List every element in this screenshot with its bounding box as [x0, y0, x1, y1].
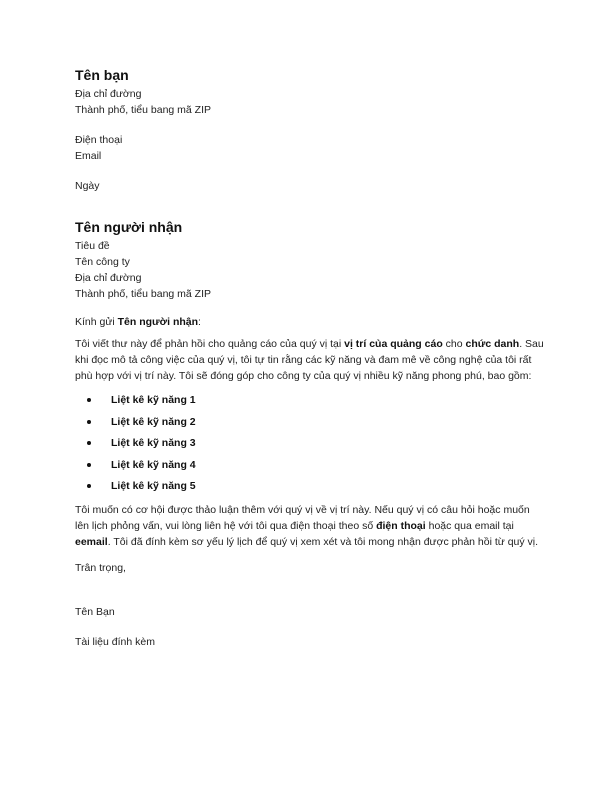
para2-text-1: Tôi muốn có cơ hội được thảo luận thêm với quý vị về vị trí này. Nếu quý vị có câu hỏi hoặc muốn lên lịch phỏng vấn, vui lòng liên hệ với tôi qua điện thoại theo số	[75, 503, 530, 532]
recipient-city: Thành phố, tiểu bang mã ZIP	[75, 288, 212, 300]
list-item	[75, 457, 545, 479]
para2-phone: điện thoại	[376, 519, 426, 532]
body-paragraph-1	[75, 336, 545, 384]
letter-date: Ngày	[75, 180, 100, 192]
salutation-name: Tên người nhận	[117, 316, 199, 328]
signature-name: Tên Bạn	[75, 605, 115, 618]
sender-email: Email	[75, 150, 102, 162]
list-item	[75, 435, 545, 457]
recipient-address: Địa chỉ đường	[75, 272, 142, 284]
para2-text-2: hoặc qua email tại	[425, 519, 514, 532]
list-item	[75, 392, 545, 414]
salutation	[75, 314, 545, 330]
letter-page	[75, 66, 545, 650]
salutation-prefix: Kính gửi	[75, 316, 118, 328]
recipient-name: Tên người nhận	[75, 219, 183, 235]
closing: Trân trọng,	[75, 561, 126, 574]
skill-label: Liệt kê kỹ năng 4	[111, 458, 196, 471]
sender-address: Địa chỉ đường	[75, 88, 142, 100]
skill-label: Liệt kê kỹ năng 1	[111, 394, 196, 406]
bullet-icon	[87, 484, 91, 488]
para2-email: eemail	[75, 535, 108, 548]
sender-phone: Điện thoại	[75, 134, 123, 146]
bullet-icon	[87, 463, 91, 467]
salutation-suffix: :	[198, 316, 201, 328]
skill-label: Liệt kê kỹ năng 3	[111, 437, 196, 449]
skill-label: Liệt kê kỹ năng 2	[111, 415, 196, 428]
recipient-company: Tên công ty	[75, 256, 130, 268]
body-paragraph-2	[75, 502, 545, 550]
bullet-icon	[87, 398, 91, 402]
bullet-icon	[87, 420, 91, 424]
list-item	[75, 414, 545, 436]
skill-label: Liệt kê kỹ năng 5	[111, 480, 196, 492]
skills-list	[75, 392, 545, 500]
para1-text-3: . Sau khi đọc mô tả công việc của quý vị, tôi tự tin rằng các kỹ năng và đam mê về công nghệ của tôi rất phù hợp với vị trí này. Tôi sẽ đóng góp cho công ty của quý vị nhiều kỹ năng phong phú, bao gồm:	[75, 338, 544, 382]
bullet-icon	[87, 441, 91, 445]
enclosure-note: Tài liệu đính kèm	[75, 635, 155, 648]
para1-job-title: chức danh	[465, 338, 520, 350]
sender-name: Tên bạn	[75, 67, 129, 83]
para2-text-3: . Tôi đã đính kèm sơ yếu lý lịch để quý vị xem xét và tôi mong nhận được phản hồi từ quý vị.	[107, 535, 539, 548]
list-item	[75, 478, 545, 500]
recipient-title: Tiêu đề	[75, 240, 110, 252]
para1-text-2: cho	[442, 338, 466, 350]
para1-ad-location: vị trí của quảng cáo	[344, 338, 443, 350]
sender-city: Thành phố, tiểu bang mã ZIP	[75, 104, 212, 116]
para1-text-1: Tôi viết thư này để phản hồi cho quảng cáo của quý vị tại	[75, 338, 345, 350]
